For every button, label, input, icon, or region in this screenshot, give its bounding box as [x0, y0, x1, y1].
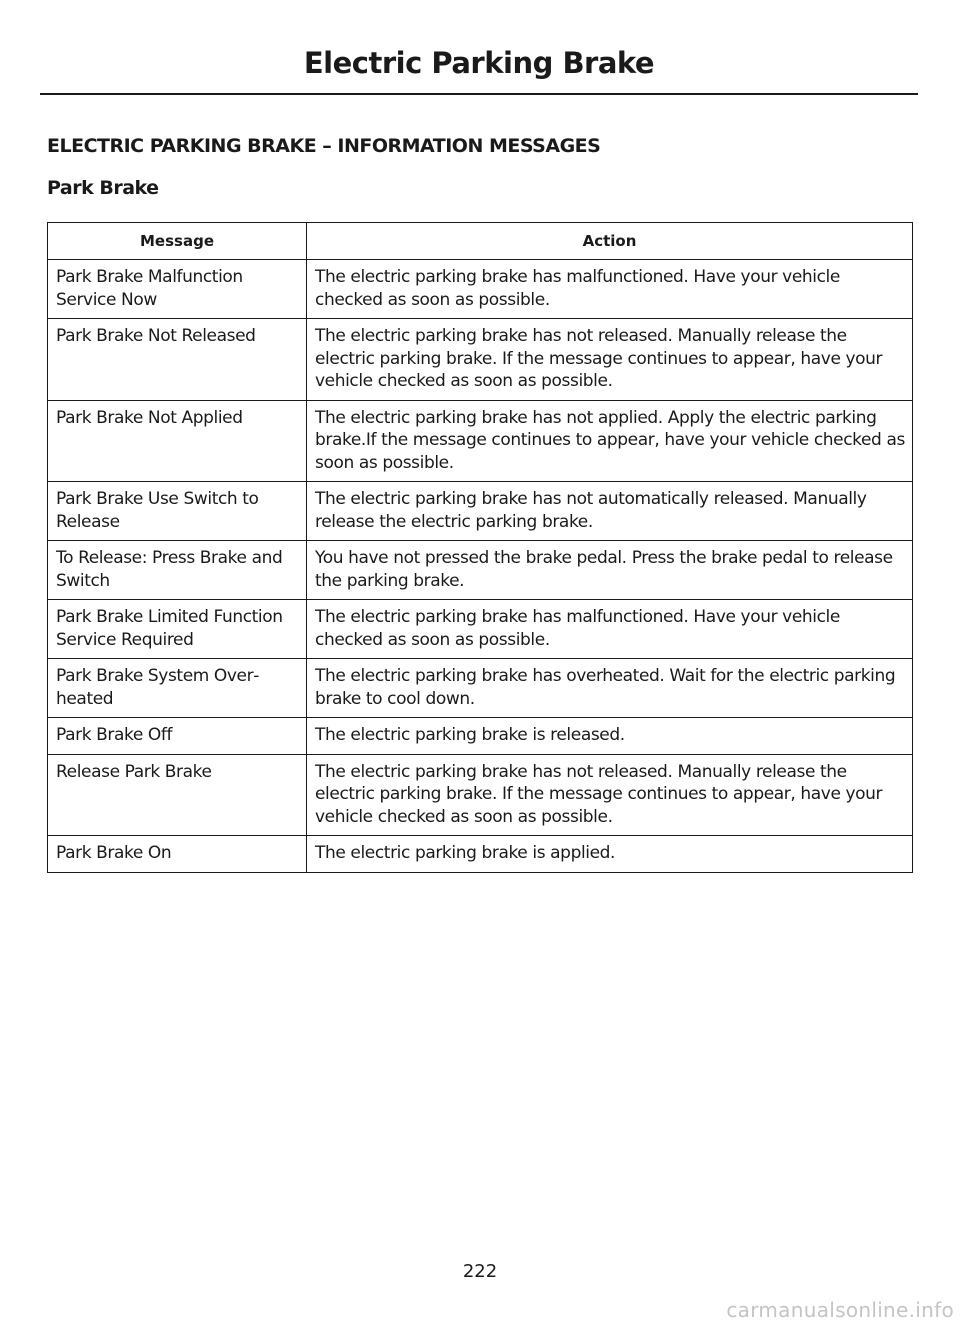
action-cell: The electric parking brake has not released. Manually release the electric parking brake. If the message continues to appear, have your vehicle checked as soon as possible.: [307, 319, 913, 401]
table-row: [48, 482, 913, 541]
message-cell: Park Brake Use Switch to Release: [48, 482, 307, 541]
action-cell: The electric parking brake has overheated. Wait for the electric parking brake to cool down.: [307, 659, 913, 718]
action-cell: You have not pressed the brake pedal. Press the brake pedal to release the parking brake.: [307, 541, 913, 600]
action-cell: The electric parking brake is applied.: [307, 836, 913, 873]
action-cell: The electric parking brake has malfunctioned. Have your vehicle checked as soon as possible.: [307, 600, 913, 659]
column-header-action: Action: [307, 223, 913, 260]
message-cell: Park Brake Not Released: [48, 319, 307, 401]
message-cell: Park Brake Limited Function Service Required: [48, 600, 307, 659]
table-row: [48, 541, 913, 600]
table-row: [48, 836, 913, 873]
table-row: [48, 659, 913, 718]
action-cell: The electric parking brake has not released. Manually release the electric parking brake. If the message continues to appear, have your vehicle checked as soon as possible.: [307, 754, 913, 836]
message-cell: Park Brake System Overheated: [48, 659, 307, 718]
table-row: [48, 718, 913, 755]
message-cell: Park Brake On: [48, 836, 307, 873]
message-cell: To Release: Press Brake and Switch: [48, 541, 307, 600]
watermark: carmanualsonline.info: [726, 1298, 954, 1322]
table-row: [48, 319, 913, 401]
table-header-row: [48, 223, 913, 260]
table-row: [48, 754, 913, 836]
section-title: ELECTRIC PARKING BRAKE – INFORMATION MESSAGES: [47, 135, 601, 157]
action-cell: The electric parking brake has not automatically released. Manually release the electric parking brake.: [307, 482, 913, 541]
action-cell: The electric parking brake is released.: [307, 718, 913, 755]
page-title: Electric Parking Brake: [303, 46, 655, 80]
sub-title: Park Brake: [47, 177, 159, 199]
message-cell: Release Park Brake: [48, 754, 307, 836]
action-cell: The electric parking brake has not applied. Apply the electric parking brake.If the message continues to appear, have your vehicle checked as soon as possible.: [307, 400, 913, 482]
table-row: [48, 260, 913, 319]
message-cell: Park Brake Off: [48, 718, 307, 755]
column-header-message: Message: [48, 223, 307, 260]
page-number: 222: [462, 1261, 498, 1282]
page-header: [40, 40, 918, 95]
message-cell: Park Brake Malfunction Service Now: [48, 260, 307, 319]
message-cell: Park Brake Not Applied: [48, 400, 307, 482]
table-row: [48, 400, 913, 482]
table-row: [48, 600, 913, 659]
messages-table: [47, 222, 913, 873]
action-cell: The electric parking brake has malfunctioned. Have your vehicle checked as soon as possible.: [307, 260, 913, 319]
